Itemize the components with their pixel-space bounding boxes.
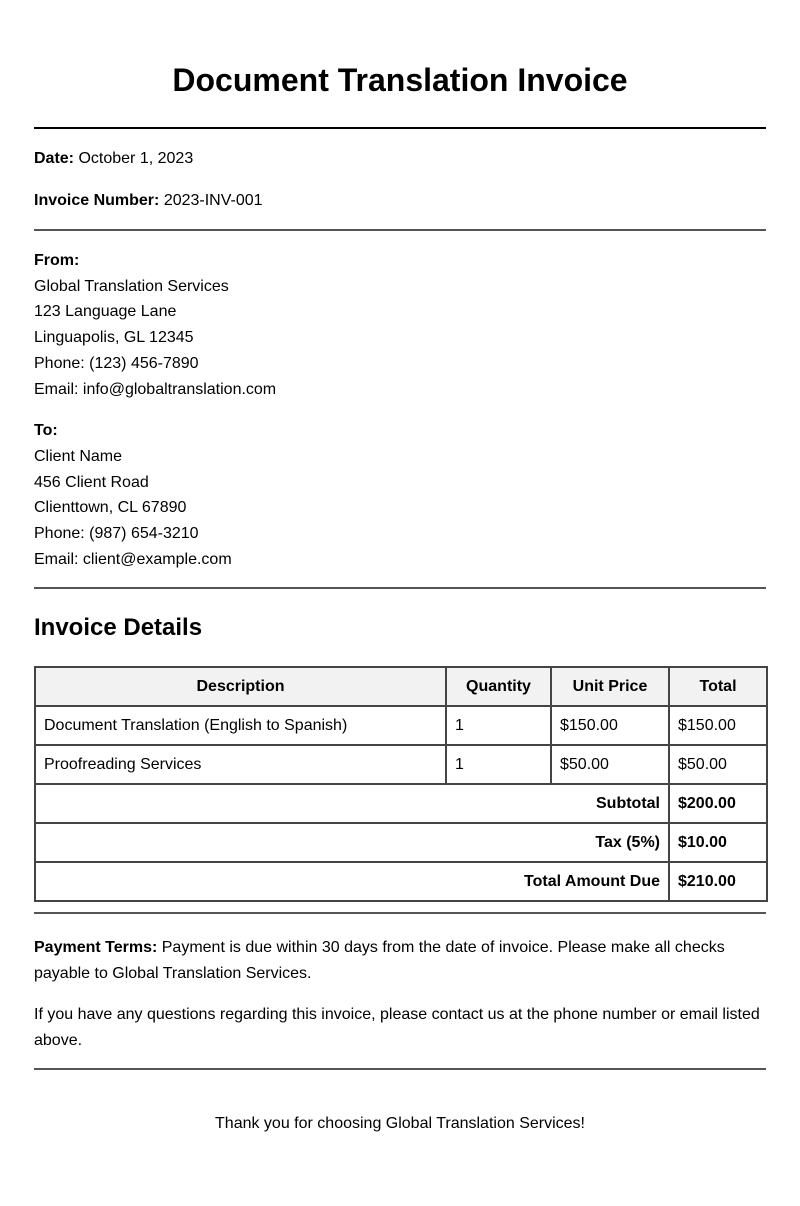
to-line: Phone: (987) 654-3210 xyxy=(34,525,199,543)
date-line xyxy=(34,149,766,169)
from-line: Linguapolis, GL 12345 xyxy=(34,329,194,347)
total-due-value: $210.00 xyxy=(669,862,767,901)
table-header-row xyxy=(35,667,767,706)
payment-terms xyxy=(34,935,766,986)
cell-quantity: 1 xyxy=(446,706,551,745)
cell-description: Document Translation (English to Spanish) xyxy=(35,706,446,745)
from-line: Global Translation Services xyxy=(34,277,229,295)
column-header-total: Total xyxy=(669,667,767,706)
thank-you-note: Thank you for choosing Global Translation Services! xyxy=(215,1115,585,1133)
contact-note: If you have any questions regarding this invoice, please contact us at the phone number or email listed above. xyxy=(34,1005,760,1049)
subtotal-row xyxy=(35,784,767,823)
table-row xyxy=(35,745,767,784)
cell-quantity: 1 xyxy=(446,745,551,784)
from-line: Email: info@globaltranslation.com xyxy=(34,380,277,398)
column-header-quantity: Quantity xyxy=(446,667,551,706)
subtotal-label: Subtotal xyxy=(35,784,669,823)
invoice-items-table xyxy=(34,666,768,902)
date-label: Date: xyxy=(34,150,75,167)
column-header-description: Description xyxy=(35,667,446,706)
invoice-number-value: 2023-INV-001 xyxy=(163,192,263,209)
invoice-page xyxy=(34,0,766,1134)
invoice-number-label: Invoice Number: xyxy=(34,192,160,209)
tax-value: $10.00 xyxy=(669,823,767,862)
date-value: October 1, 2023 xyxy=(78,150,194,167)
to-line: Email: client@example.com xyxy=(34,550,232,568)
payment-terms-text: Payment is due within 30 days from the date of invoice. Please make all checks payable to Global Translation Services. xyxy=(34,939,725,983)
to-block xyxy=(34,418,766,572)
cell-total: $50.00 xyxy=(669,745,767,784)
cell-description: Proofreading Services xyxy=(35,745,446,784)
subtotal-value: $200.00 xyxy=(669,784,767,823)
total-due-row xyxy=(35,862,767,901)
total-due-label: Total Amount Due xyxy=(35,862,669,901)
to-line: Client Name xyxy=(34,447,123,465)
invoice-number-line xyxy=(34,191,766,211)
tax-label: Tax (5%) xyxy=(35,823,669,862)
invoice-details-heading: Invoice Details xyxy=(34,614,203,642)
tax-row xyxy=(35,823,767,862)
page-title: Document Translation Invoice xyxy=(172,62,628,98)
payment-terms-label: Payment Terms: xyxy=(34,939,158,957)
to-line: Clienttown, CL 67890 xyxy=(34,499,187,517)
from-block xyxy=(34,248,766,402)
cell-unit-price: $150.00 xyxy=(551,706,669,745)
to-line: 456 Client Road xyxy=(34,473,149,491)
cell-total: $150.00 xyxy=(669,706,767,745)
cell-unit-price: $50.00 xyxy=(551,745,669,784)
from-line: Phone: (123) 456-7890 xyxy=(34,354,199,372)
table-row xyxy=(35,706,767,745)
column-header-unit-price: Unit Price xyxy=(551,667,669,706)
from-line: 123 Language Lane xyxy=(34,303,177,321)
from-label: From: xyxy=(34,252,80,269)
to-label: To: xyxy=(34,422,58,440)
